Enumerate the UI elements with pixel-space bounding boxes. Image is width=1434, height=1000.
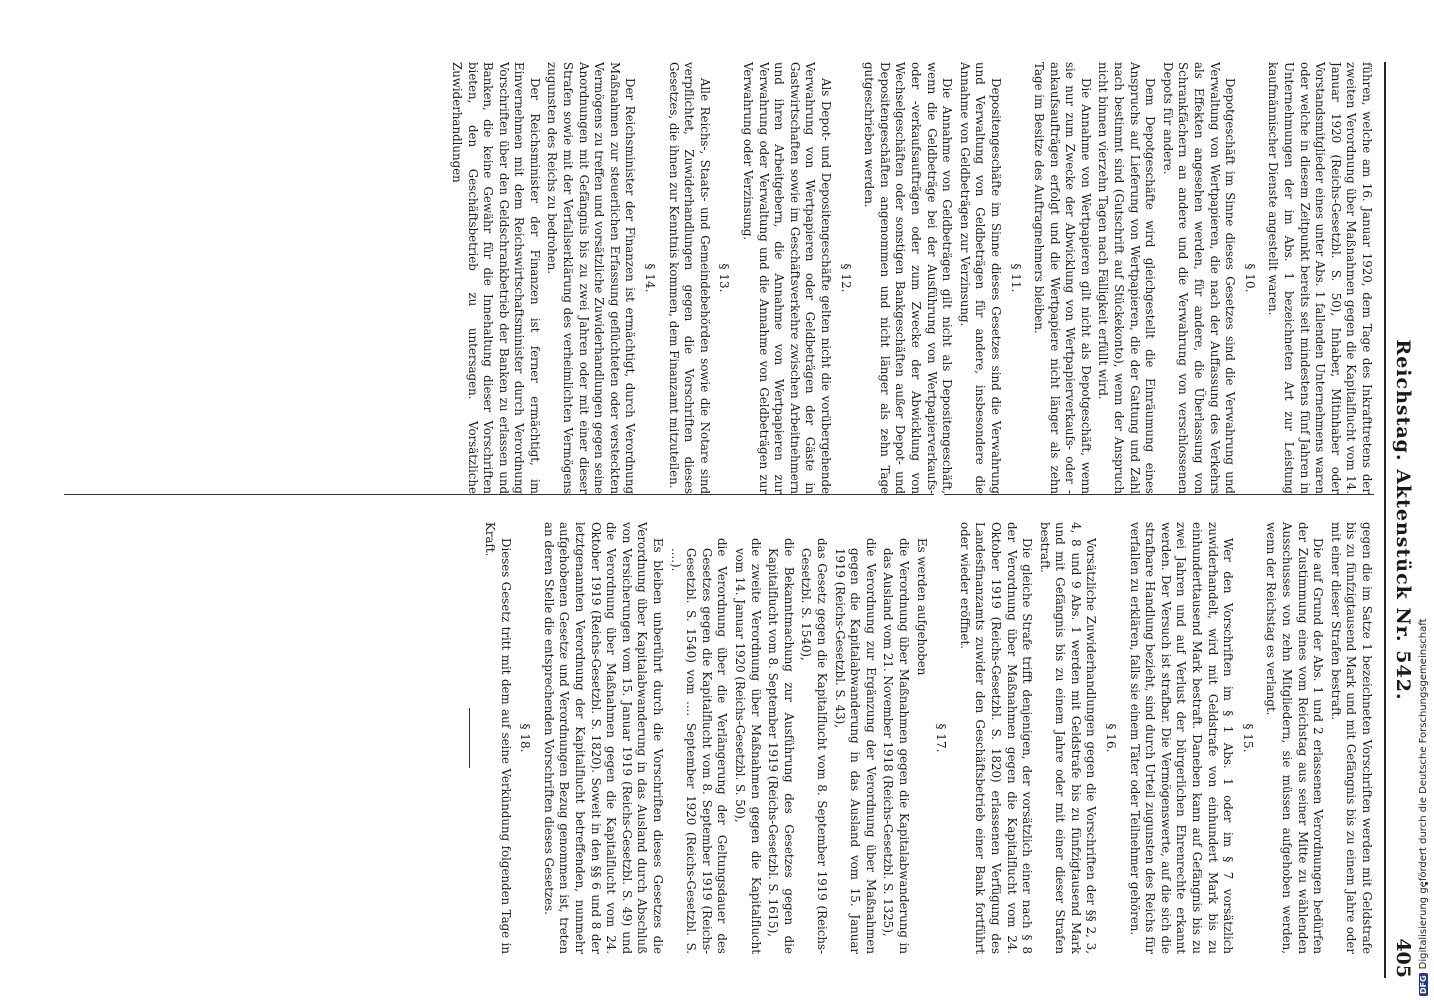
paragraph: Alle Reichs-, Staats- und Gemeindebehörden sowie die Notare sind verpflichtet, Zuwiderhandlungen gegen die Vorschriften dieses Gesetzes, die ihnen zur Kenntnis kommen, dem Finanzamt mitzuteilen. xyxy=(666,62,712,494)
paragraph: Vorsätzliche Zuwiderhandlungen gegen die Vorschriften der §§ 2, 3, 4, 8 und 9 Abs. 1 werden mit Geldstrafe bis zu fünfzigtausend Mark und mit Gefängnis bis zu einem Jahre oder mit einer dieser Strafen bestraft. xyxy=(1037,522,1099,954)
paragraph: Der Reichsminister der Finanzen ist ferner ermächtigt, im Einvernehmen mit dem Reichswirtschaftsminister durch Verordnung Vorschriften über den Geldschrankbetrieb der Banken zu erlassen und Banken, die keine Gewähr für die Innehaltung dieser Vorschriften bieten, den Geschäftsbetrieb zu untersagen. Vorsätzliche Zuwiderhandlungen xyxy=(449,62,542,494)
left-column xyxy=(54,62,1374,494)
continued-paragraph: gegen die im Satze 1 bezeichneten Vorschriften werden mit Geldstrafe bis zu fünfzigtausend Mark und mit Gefängnis bis zu einem Jahre oder mit einer dieser Strafen bestraft. xyxy=(1328,522,1374,954)
column-divider-lower xyxy=(64,494,934,495)
section-heading-16: § 16. xyxy=(1104,723,1119,753)
paragraph: Dem Depotgeschäfte wird gleichgestellt die Einräumung eines Anspruchs auf Lieferung von Wertpapieren, die der Gattung und Zahl nach bestimmt sind (Gutschrift auf Stückekonto), wenn der Anspruch nicht binnen vierzehn Tagen nach Fälligkeit erfüllt wird. xyxy=(1096,62,1158,494)
paragraph: Dieses Gesetz tritt mit dem auf seine Verkündung folgenden Tage in Kraft. xyxy=(483,522,513,954)
digitization-credit-text: Digitalisierung gefördert durch die Deutsche Forschungsgemeinschaft xyxy=(1418,618,1429,970)
paragraph: Die Annahme von Wertpapieren gilt nicht als Depotgeschäft, wenn sie nur zum Zwecke der Abwicklung von Wertpapierverkaufs- oder -ankaufsaufträgen erfolgt und die Wertpapiere nicht länger als zehn Tage im Besitze des Auftragnehmers bleiben. xyxy=(1032,62,1093,494)
section-heading-15: § 15. xyxy=(1240,723,1255,753)
paragraph: Als Depot- und Depositengeschäfte gelten nicht die vorübergehende Verwahrung von Wertpapieren oder Geldbeträgen der Gäste in Gastwirtschaften sowie im Geschäftsverkehre zwischen Arbeitnehmern und ihren Arbeitgebern, die Annahme von Wertpapieren zur Verwahrung oder Verwaltung und die Annahme von Geldbeträgen zur Verwahrung oder Verzinsung. xyxy=(741,62,833,494)
page-header xyxy=(1384,62,1416,978)
digitization-credit xyxy=(1418,618,1429,996)
paragraph: Die Annahme von Geldbeträgen gilt nicht als Depositengeschäft, wenn die Geldbeträge bei der Ausführung von Wertpapierverkaufs- oder -verkaufsaufträgen oder zum Zwecke der Abwicklung von Wechselgeschäften oder sonstigen Bankgeschäften außer Depot- und Depositengeschäften angenommen und nicht länger als zehn Tage gutgeschrieben werden. xyxy=(862,62,955,494)
paragraph: Depositengeschäfte im Sinne dieses Gesetzes sind die Verwahrung und Verwaltung von Geldbeträgen für andere, insbesondere die Annahme von Geldbeträgen zur Verzinsung. xyxy=(957,62,1003,494)
paragraph: Wer den Vorschriften im § 1 Abs. 1 oder im § 7 vorsätzlich zuwiderhandelt, wird mit Geldstrafe von einhundert Mark bis zu einhunderttausend Mark bestraft. Daneben kann auf Gefängnis bis zu zwei Jahren und auf Verlust der bürgerlichen Ehrenrechte erkannt werden. Der Versuch ist strafbar. Die Vermögenswerte, auf die sich die strafbare Handlung bezieht, sind durch Urteil zugunsten des Reichs für verfallen zu erklären, falls sie einem Täter oder Teilnehmer gehören. xyxy=(1127,522,1236,954)
section-heading-18: § 18. xyxy=(518,723,533,753)
section-heading-14: § 14. xyxy=(643,263,658,293)
continued-paragraph: führen, welche am 16. Januar 1920, dem Tage des Inkrafttretens der zweiten Verordnung über Maßnahmen gegen die Kapitalflucht vom 14. Januar 1920 (Reichs-Gesetzbl. S. 50), Inhaber, Mitinhaber oder Vorstandsmitglieder eines unter Abs. 1 fallenden Unternehmens waren oder welche in diesem Zeitpunkt bereits seit mindestens fünf Jahren in Unternehmungen der im Abs. 1 bezeichneten Art zur Leistung kaufmännischer Dienste angestellt waren. xyxy=(1266,62,1374,494)
list-item: die Verordnung zur Ergänzung der Verordnung über Maßnahmen gegen die Kapitalabwanderung in das Ausland vom 15. Januar 1919 (Reichs-Gesetzbl. S. 43), xyxy=(832,538,878,954)
end-rule xyxy=(469,708,470,768)
page-title: Reichstag. Aktenstück Nr. 542. xyxy=(1392,339,1414,701)
list-item: das Gesetz gegen die Kapitalflucht vom 8. September 1919 (Reichs-Gesetzbl. S. 1540), xyxy=(799,538,829,954)
section-heading-12: § 12. xyxy=(838,263,853,293)
paragraph: Die auf Grund der Abs. 1 und 2 erlassenen Verordnungen bedürfen der Zustimmung eines vom Reichstag aus seiner Mitte zu wählenden Ausschusses von zehn Mitgliedern, sie müssen aufgehoben werden, wenn der Reichstag es verlangt. xyxy=(1264,522,1326,954)
section-heading-11: § 11. xyxy=(1008,263,1023,293)
list-item: die Verordnung über Maßnahmen gegen die Kapitalabwanderung in das Ausland vom 21. November 1918 (Reichs-Gesetzbl. S. 1325), xyxy=(881,538,911,954)
paragraph: Der Reichsminister der Finanzen ist ermächtigt, durch Verordnung Maßnahmen zur steuerlichen Erfassung geflüchteten oder versteckten Vermögens zu treffen und vorsätzliche Zuwiderhandlungen gegen seine Anordnungen mit Gefängnis bis zu zwei Jahren oder mit einer dieser Strafen sowie mit der Verfallserklärung des verheimlichten Vermögens zugunsten des Reichs zu bedrohen. xyxy=(545,62,638,494)
right-column xyxy=(54,522,1374,954)
paragraph: Es bleiben unberührt durch die Vorschriften dieses Gesetzes die Verordnung über Kapitalabwanderung in das Ausland durch Abschluß von Versicherungen vom 15. Januar 1919 (Reichs-Gesetzbl. S. 49) und die Verordnung über Maßnahmen gegen die Kapitalflucht vom 24. Oktober 1919 (Reichs-Gesetzbl. S. 1820). Soweit in den §§ 6 und 8 der letztgenannten Verordnung der Kapitalflucht betreffenden, nunmehr aufgehobenen Gesetze und Verordnungen Bezug genommen ist, treten an deren Stelle die entsprechenden Vorschriften dieses Gesetzes. xyxy=(541,522,666,954)
list-item: die Verordnung über die Verlängerung der Geltungsdauer des Gesetzes gegen die Kapitalflucht vom 8. September 1919 (Reichs-Gesetzbl. S. 1540) vom .... September 1920 (Reichs-Gesetzbl. S. ....). xyxy=(668,538,730,954)
list-item: die zweite Verordnung über Maßnahmen gegen die Kapitalflucht vom 14. Januar 1920 (Reichs-Gesetzbl. S. 50), xyxy=(733,538,763,954)
list-item: die Bekanntmachung zur Ausführung des Gesetzes gegen die Kapitalflucht vom 8. September 1919 (Reichs-Gesetzbl. S. 1615), xyxy=(766,538,796,954)
section-heading-10: § 10. xyxy=(1242,263,1257,293)
section-heading-13: § 13. xyxy=(717,263,732,293)
paragraph: Depotgeschäft im Sinne dieses Gesetzes sind die Verwahrung und Verwaltung von Wertpapieren, die nach der Auffassung des Verkehrs als Effekten angesehen werden, für andere, die Überlassung von Schrankfächern an andere und die Verwahrung von verschlossenen Depots für andere. xyxy=(1160,62,1238,494)
column-divider xyxy=(944,494,1374,495)
page-number: 405 xyxy=(1392,938,1414,978)
list-heading: Es werden aufgehoben xyxy=(914,538,929,676)
dfg-logo: DFG xyxy=(1419,975,1428,994)
section-heading-17: § 17. xyxy=(934,723,949,753)
paragraph: Die gleiche Strafe trifft denjenigen, der vorsätzlich einer nach § 8 der Verordnung über Maßnahmen gegen die Kapitalflucht vom 24. Oktober 1919 (Reichs-Gesetzbl. S. 1820) erlassenen Verfügung des Landesfinanzamts zuwider den Geschäftsbetrieb einer Bank fortführt oder wieder eröffnet. xyxy=(957,522,1035,954)
